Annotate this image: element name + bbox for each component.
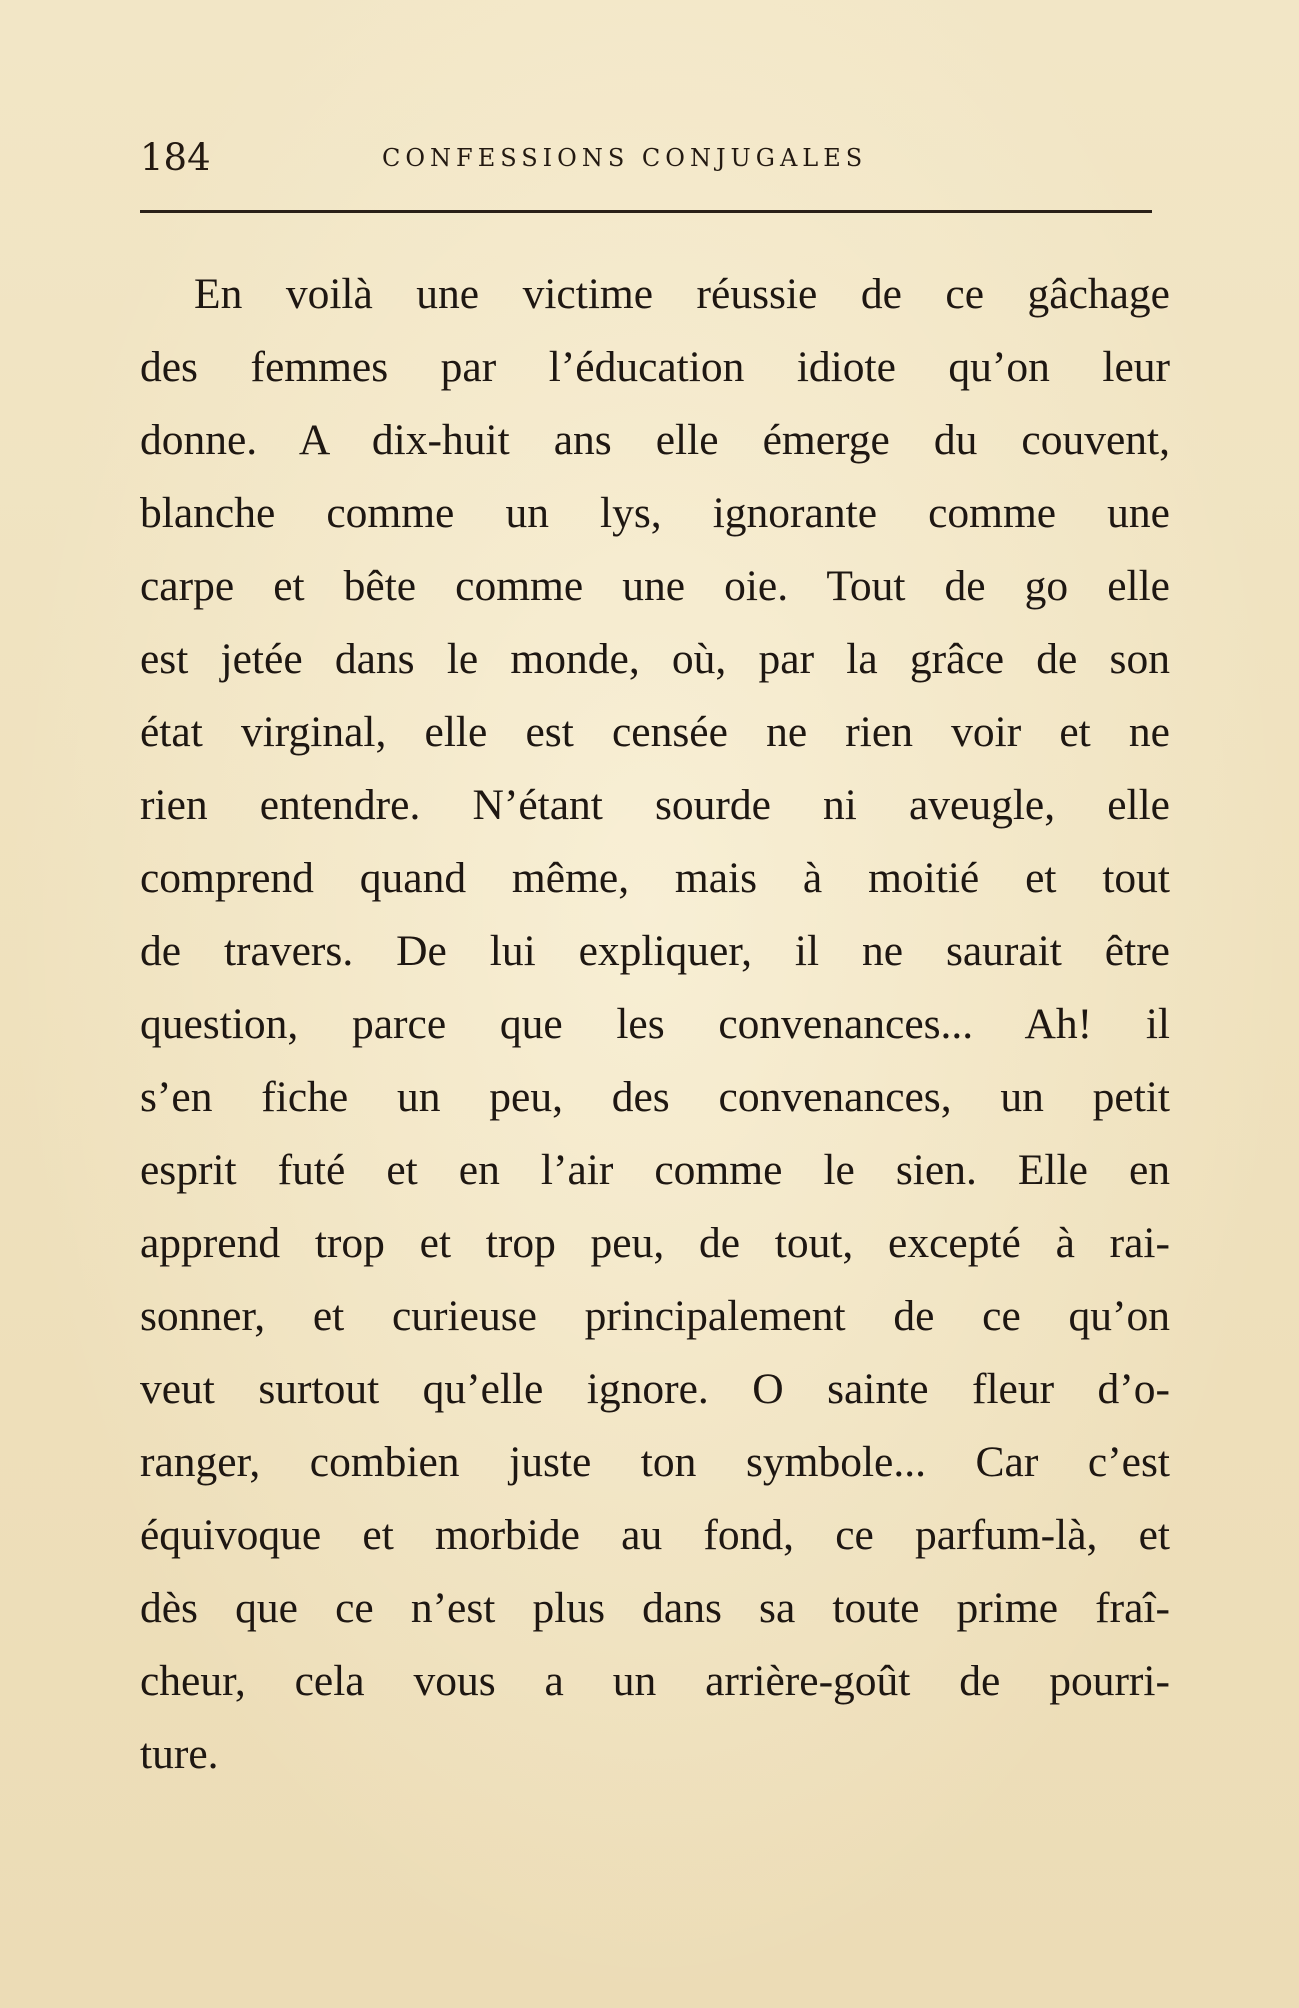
text-line: des femmes par l’éducation idiote qu’on leur <box>140 343 1170 391</box>
text-line: équivoque et morbide au fond, ce parfum-là, et <box>140 1511 1170 1559</box>
text-line: apprend trop et trop peu, de tout, excepté à rai- <box>140 1219 1170 1267</box>
text-line: s’en fiche un peu, des convenances, un petit <box>140 1073 1170 1121</box>
text-line: donne. A dix-huit ans elle émerge du couvent, <box>140 416 1170 464</box>
text-line: sonner, et curieuse principalement de ce qu’on <box>140 1292 1170 1340</box>
text-line: état virginal, elle est censée ne rien voir et ne <box>140 708 1170 756</box>
page-number: 184 <box>140 136 211 179</box>
text-line: cheur, cela vous a un arrière-goût de pourri- <box>140 1657 1170 1705</box>
page-header <box>140 128 1150 188</box>
text-line: carpe et bête comme une oie. Tout de go elle <box>140 562 1170 610</box>
text-line: de travers. De lui expliquer, il ne saurait être <box>140 927 1170 975</box>
header-rule <box>140 210 1152 213</box>
text-line: question, parce que les convenances... Ah! il <box>140 1000 1170 1048</box>
text-line: dès que ce n’est plus dans sa toute prime fraî- <box>140 1584 1170 1632</box>
text-line: rien entendre. N’étant sourde ni aveugle, elle <box>140 781 1170 829</box>
text-line: ture. <box>140 1730 219 1778</box>
text-line: comprend quand même, mais à moitié et tout <box>140 854 1170 902</box>
running-head: CONFESSIONS CONJUGALES <box>382 144 868 172</box>
text-line: En voilà une victime réussie de ce gâchage <box>194 270 1170 318</box>
body-text <box>140 258 1170 1791</box>
text-line: est jetée dans le monde, où, par la grâce de son <box>140 635 1170 683</box>
text-line: blanche comme un lys, ignorante comme une <box>140 489 1170 537</box>
text-line: esprit futé et en l’air comme le sien. Elle en <box>140 1146 1170 1194</box>
text-line: ranger, combien juste ton symbole... Car c’est <box>140 1438 1170 1486</box>
text-line: veut surtout qu’elle ignore. O sainte fleur d’o- <box>140 1365 1170 1413</box>
